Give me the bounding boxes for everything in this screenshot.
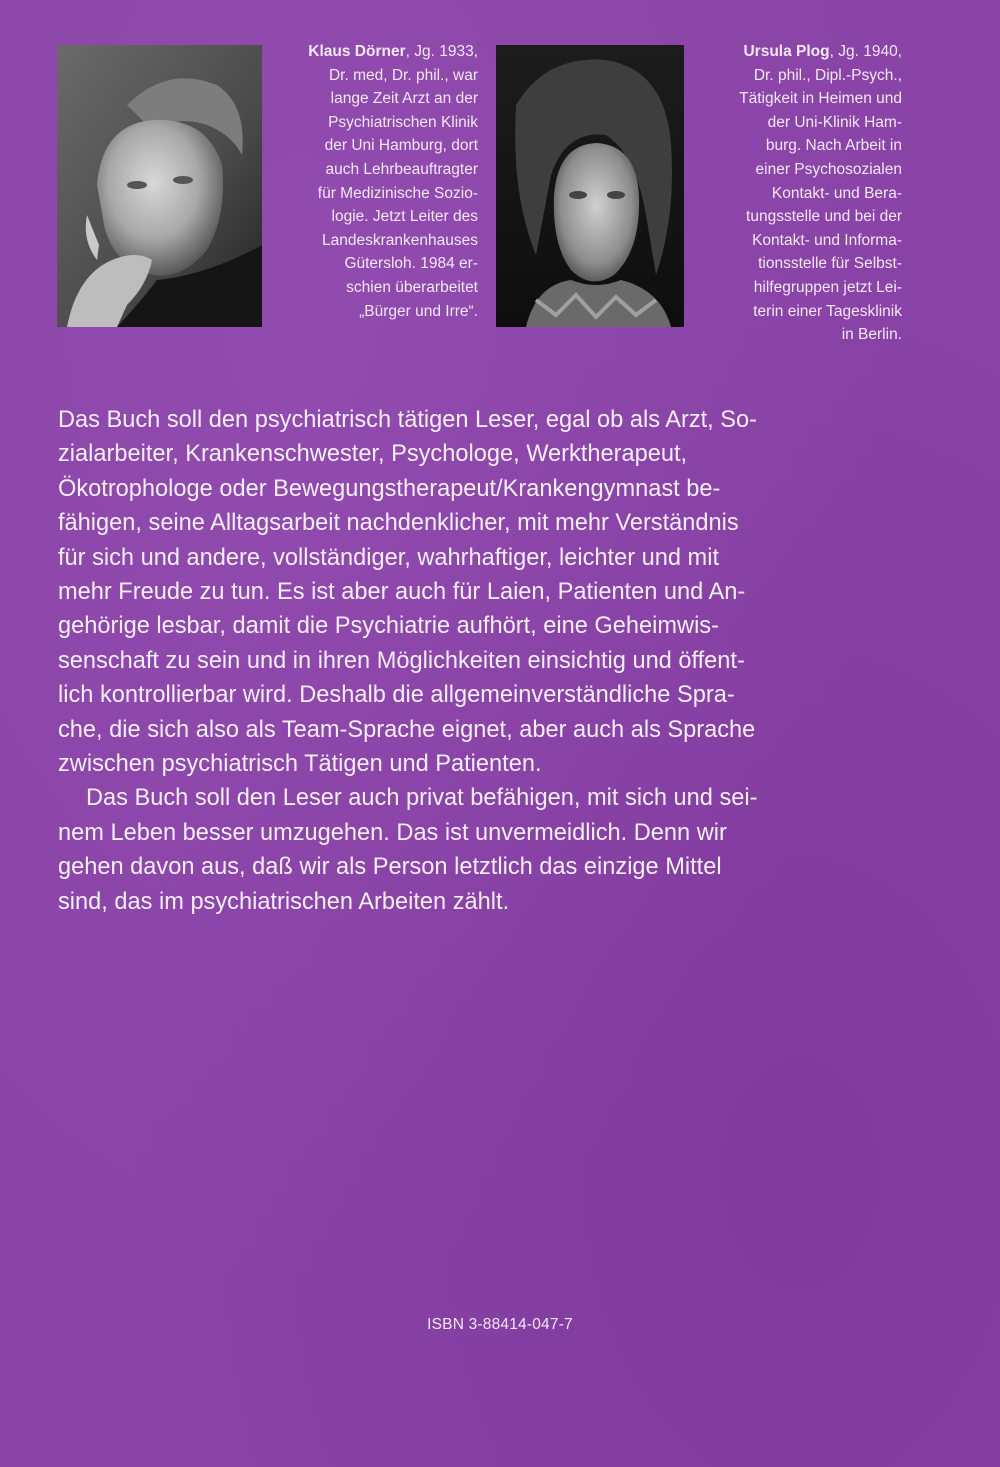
blurb-paragraph-2: Das Buch soll den Leser auch privat befähigen, mit sich und sei- nem Leben besser umzugehen. Das ist unvermeidlich. Denn wir gehen davon aus, daß wir als Person letztlich das einzige Mittel sind, das im psychiatrischen Arbeiten zählt. bbox=[58, 785, 758, 915]
isbn-number: ISBN 3-88414-047-7 bbox=[427, 1316, 573, 1333]
author-bio-doerner bbox=[278, 40, 478, 323]
author-name-plog: Ursula Plog bbox=[743, 43, 830, 60]
book-blurb bbox=[58, 403, 896, 919]
portrait-image bbox=[57, 45, 262, 327]
author-bio-plog bbox=[700, 40, 902, 347]
author-bio-text-plog: , Jg. 1940, Dr. phil., Dipl.-Psych., Tätigkeit in Heimen und der Uni-Klinik Ham- burg. Nach Arbeit in einer Psychosozialen Kontakt- und Bera- tungsstelle und bei der Kontakt- und Informa- tionsstelle für Selbst- hilfegruppen jetzt Lei- terin einer Tagesklinik in Berlin. bbox=[739, 43, 902, 344]
author-name-doerner: Klaus Dörner bbox=[308, 43, 406, 60]
blurb-paragraph-1: Das Buch soll den psychiatrisch tätigen Leser, egal ob als Arzt, So- zialarbeiter, Krankenschwester, Psychologe, Werktherapeut, Ökotrophologe oder Bewegungstherapeut/Krankengymnast be- fähigen, seine Alltagsarbeit nachdenklicher, mit mehr Verständnis für sich und andere, vollständiger, wahrhaftiger, leichter und mit mehr Freude zu tun. Es ist aber auch für Laien, Patienten und An- gehörige lesbar, damit die Psychiatrie aufhört, eine Geheimwis- senschaft zu sein und in ihren Möglichkeiten einsichtig und öffent- lich kontrollierbar wird. Deshalb die allgemeinverständliche Spra- che, die sich also als Team-Sprache eignet, aber auch als Sprache zwischen psychiatrisch Tätigen und Patienten. bbox=[58, 407, 758, 778]
author-bio-text-doerner: , Jg. 1933, Dr. med, Dr. phil., war lange Zeit Arzt an der Psychiatrischen Klinik der Uni Hamburg, dort auch Lehrbeauftragter für Medizinische Sozio- logie. Jetzt Leiter des Landeskrankenhauses Gütersloh. 1984 er- schien überarbeitet „Bürger und Irre“. bbox=[317, 43, 478, 320]
portrait-image bbox=[496, 45, 684, 327]
author-photo-plog bbox=[496, 45, 684, 327]
author-photo-doerner bbox=[57, 45, 262, 327]
